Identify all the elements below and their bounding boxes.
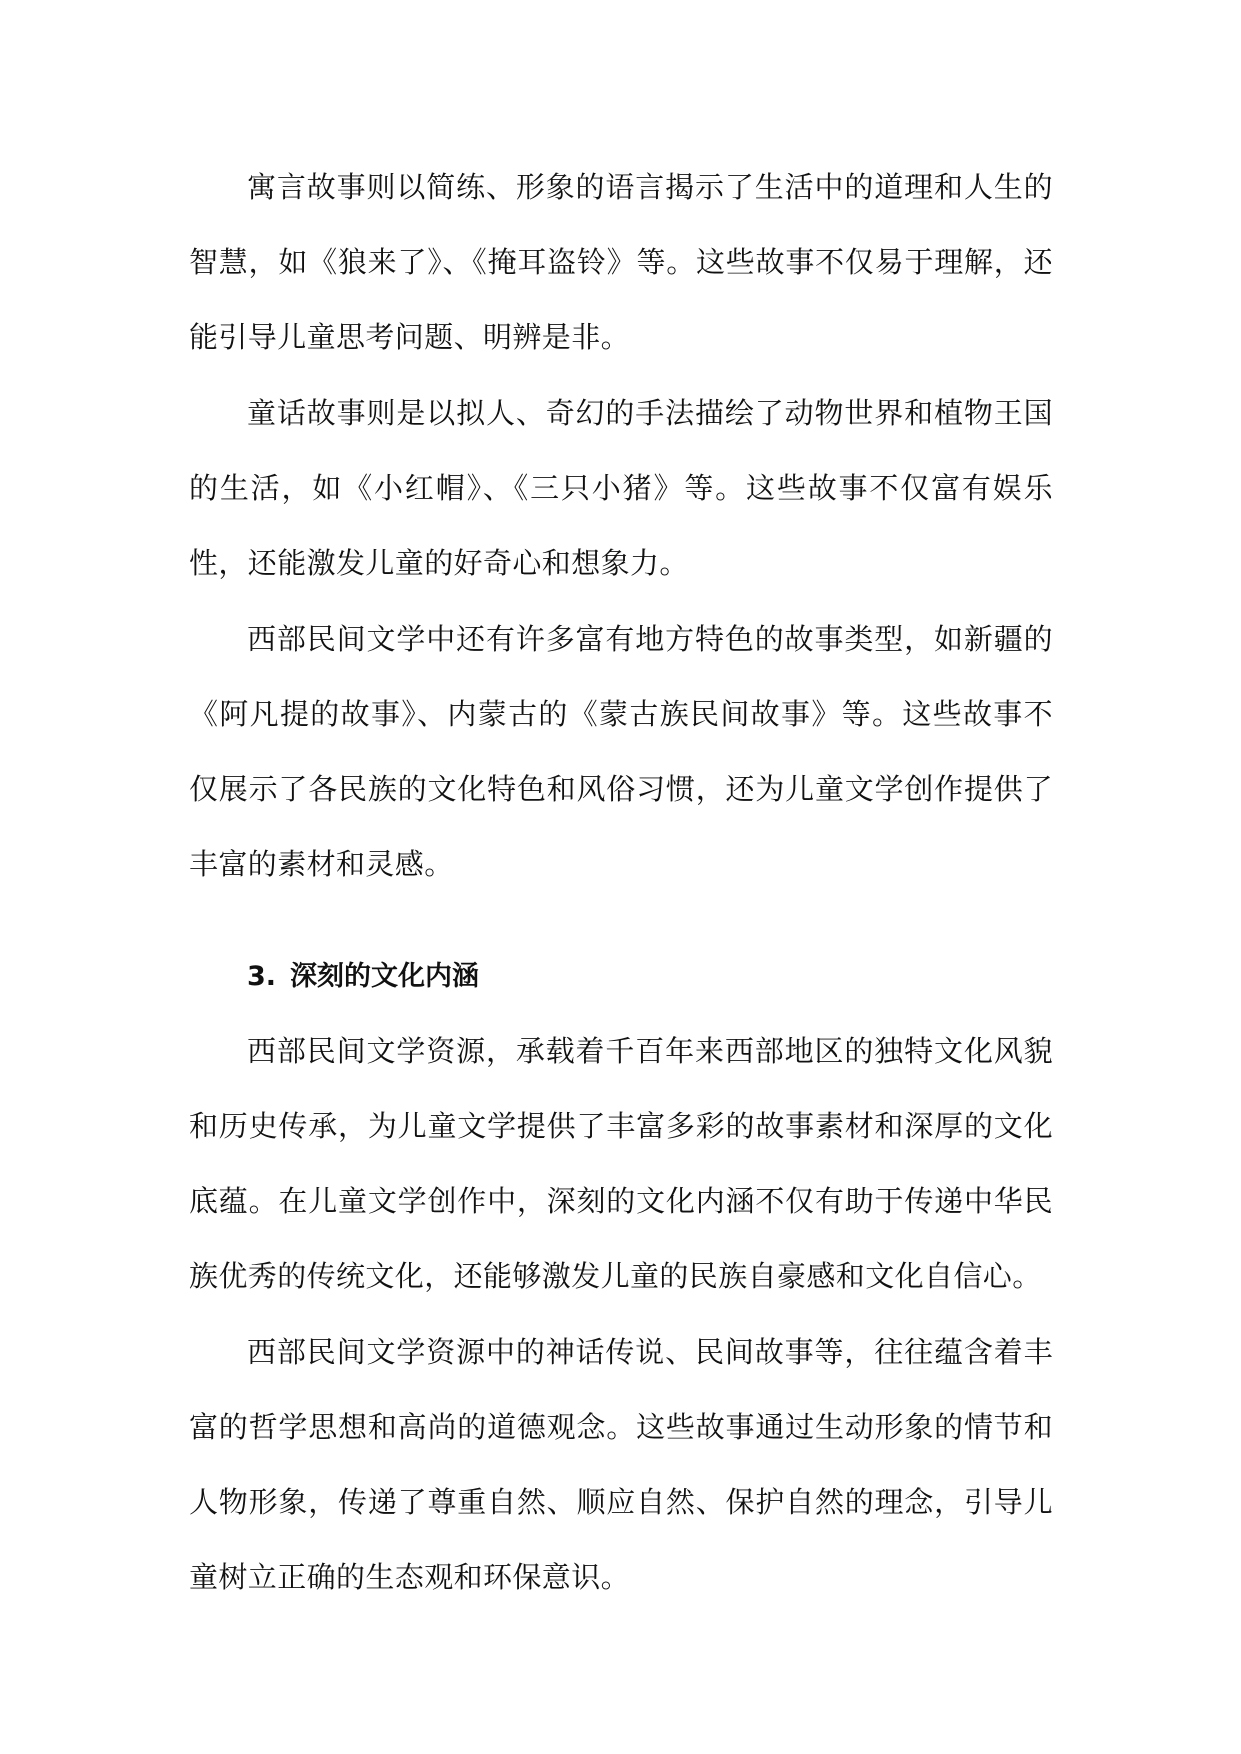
section-heading bbox=[189, 940, 1053, 1014]
paragraph-fables: 寓言故事则以简练、形象的语言揭示了生活中的道理和人生的智慧，如《狼来了》、《掩耳盗铃》等。这些故事不仅易于理解，还能引导儿童思考问题、明辨是非。 bbox=[189, 170, 1053, 354]
paragraph-philosophy-ecology: 西部民间文学资源中的神话传说、民间故事等，往往蕴含着丰富的哲学思想和高尚的道德观念。这些故事通过生动形象的情节和人物形象，传递了尊重自然、顺应自然、保护自然的理念，引导儿童树立正确的生态观和环保意识。 bbox=[189, 1335, 1053, 1594]
document-body bbox=[189, 150, 1053, 1616]
paragraph-cultural-heritage: 西部民间文学资源，承载着千百年来西部地区的独特文化风貌和历史传承，为儿童文学提供了丰富多彩的故事素材和深厚的文化底蕴。在儿童文学创作中，深刻的文化内涵不仅有助于传递中华民族优秀的传统文化，还能够激发儿童的民族自豪感和文化自信心。 bbox=[189, 1034, 1053, 1293]
section-number: 3. bbox=[247, 961, 277, 992]
paragraph-regional-stories: 西部民间文学中还有许多富有地方特色的故事类型，如新疆的《阿凡提的故事》、内蒙古的《蒙古族民间故事》等。这些故事不仅展示了各民族的文化特色和风俗习惯，还为儿童文学创作提供了丰富的素材和灵感。 bbox=[189, 622, 1053, 881]
section-title: 深刻的文化内涵 bbox=[290, 961, 480, 992]
paragraph-fairy-tales: 童话故事则是以拟人、奇幻的手法描绘了动物世界和植物王国的生活，如《小红帽》、《三只小猪》等。这些故事不仅富有娱乐性，还能激发儿童的好奇心和想象力。 bbox=[189, 396, 1053, 580]
